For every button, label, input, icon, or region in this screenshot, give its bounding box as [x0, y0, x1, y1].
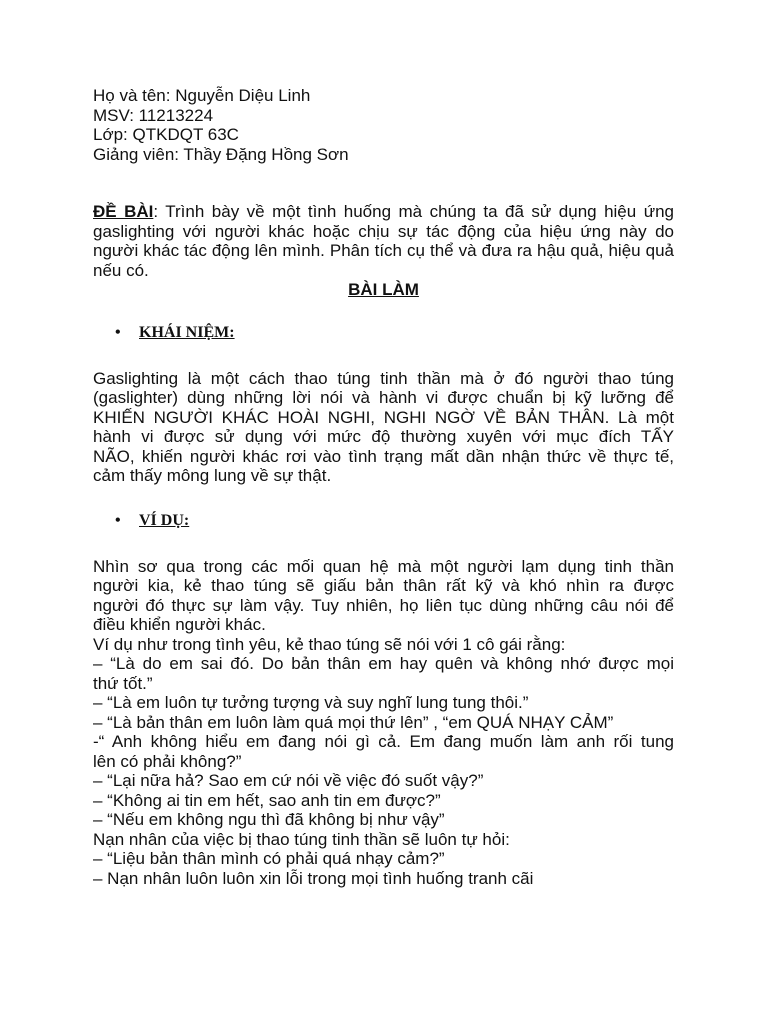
student-class: Lớp: QTKDQT 63C: [93, 125, 239, 144]
example-heading: [93, 511, 674, 531]
quote-line: – “Là em luôn tự tưởng tượng và suy nghĩ lung tung thôi.”: [93, 693, 529, 712]
concept-heading-text: KHÁI NIỆM:: [139, 323, 235, 341]
paragraph-line: người đó thực sự làm vậy. Tuy nhiên, họ liên tục dùng những câu nói để: [93, 595, 674, 615]
quote-line: – “Nếu em không ngu thì đã không bị như vậy”: [93, 810, 445, 829]
teacher-name: Giảng viên: Thầy Đặng Hồng Sơn: [93, 144, 349, 164]
paragraph-line: (gaslighter) dùng những lời nói và hành vi được chuẩn bị kỹ lưỡng để: [93, 388, 674, 407]
example-lead: Ví dụ như trong tình yêu, kẻ thao túng sẽ nói với 1 cô gái rằng:: [93, 634, 566, 654]
assignment-text: : Trình bày về một tình huống mà chúng ta đã sử dụng hiệu ứng gaslighting với người khác hoặc chịu sự tác động của hiệu ứng này do người khác tác động lên mình. Phân tích cụ thể và đưa ra hậu quả, hiệu quả nếu có.: [93, 202, 674, 280]
bullet-icon: •: [115, 323, 121, 341]
quote-line: – “Là bản thân em luôn làm quá mọi thứ lên” , “em QUÁ NHẠY CẢM”: [93, 712, 614, 732]
paragraph-line: hành vi được sử dụng với mức độ thường xuyên với mục đích TẨY: [93, 427, 674, 446]
quote-line: thứ tốt.”: [93, 673, 153, 693]
quote-line: -“ Anh không hiểu em đang nói gì cả. Em đang muốn làm anh rối tung: [93, 732, 674, 751]
paragraph-line: Nhìn sơ qua trong các mối quan hệ mà một người lạm dụng tinh thần: [93, 556, 674, 576]
assignment-label: ĐỀ BÀI: [93, 202, 154, 221]
bullet-icon: •: [115, 511, 121, 529]
essay-title: BÀI LÀM: [348, 280, 419, 299]
quote-line: – “Là do em sai đó. Do bản thân em hay quên và không nhớ được mọi: [93, 654, 674, 673]
student-name: Họ và tên: Nguyễn Diệu Linh: [93, 86, 311, 105]
concept-heading: [93, 323, 674, 343]
example-heading-text: VÍ DỤ:: [139, 511, 190, 529]
student-id: MSV: 11213224: [93, 105, 214, 125]
concept-paragraph: [93, 369, 674, 486]
quote-line: lên có phải không?”: [93, 751, 242, 771]
victim-lead: Nạn nhân của việc bị thao túng tinh thần sẽ luôn tự hỏi:: [93, 829, 510, 849]
paragraph-line: người kia, kẻ thao túng sẽ giấu bản thân rất kỹ và khó nhìn ra được: [93, 576, 674, 595]
paragraph-line: cảm thấy mông lung về sự thật.: [93, 466, 332, 485]
victim-line: – “Liệu bản thân mình có phải quá nhạy cảm?”: [93, 849, 445, 868]
paragraph-line: điều khiển người khác.: [93, 615, 266, 634]
document-page: [93, 86, 674, 888]
quote-line: – “Không ai tin em hết, sao anh tin em được?”: [93, 790, 441, 810]
paragraph-line: KHIẾN NGƯỜI KHÁC HOÀI NGHI, NGHI NGỜ VỀ BẢN THÂN. Là một: [93, 407, 674, 427]
paragraph-line: NÃO, khiến người khác rơi vào tình trạng mất dần nhận thức về thực tế,: [93, 446, 674, 466]
paragraph-line: Gaslighting là một cách thao túng tinh thần mà ở đó người thao túng: [93, 368, 674, 388]
example-paragraph: [93, 557, 674, 889]
quote-line: – “Lại nữa hả? Sao em cứ nói về việc đó suốt vậy?”: [93, 771, 484, 790]
student-info: [93, 86, 674, 164]
victim-line: – Nạn nhân luôn luôn xin lỗi trong mọi tình huống tranh cãi: [93, 868, 534, 888]
assignment-prompt: [93, 202, 674, 280]
